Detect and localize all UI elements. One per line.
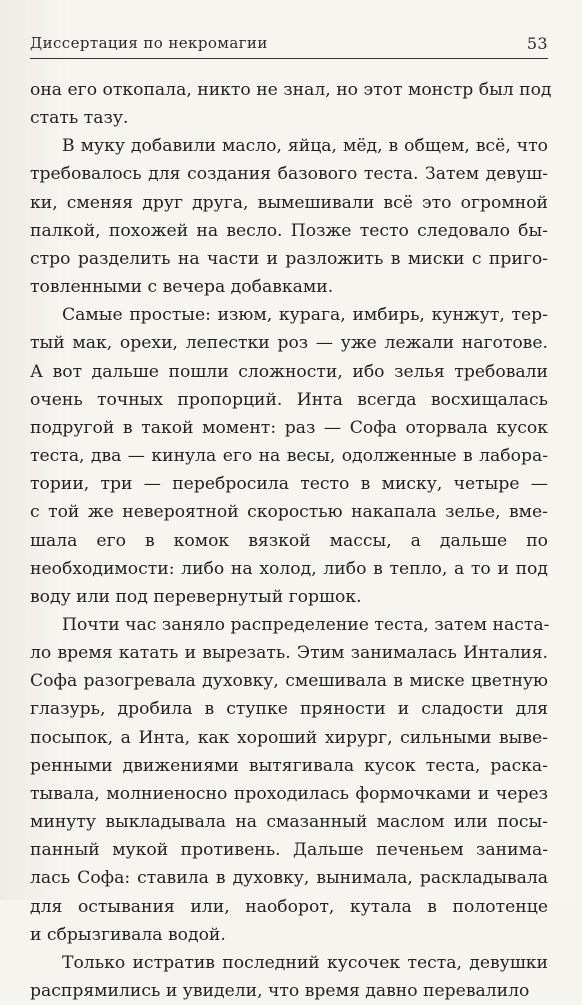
text-line: шала его в комок вязкой массы, а дальше по <box>30 530 548 551</box>
text-line: очень точных пропорций. Инта всегда восхищалась <box>30 389 548 410</box>
text-line: стать тазу. <box>30 108 129 129</box>
text-line: необходимости: либо на холод, либо в тепло, а то и под <box>30 558 548 579</box>
text-line: лась Софа: ставила в духовку, вынимала, раскладывала <box>30 868 548 889</box>
text-line: товленными с вечера добавками. <box>30 277 334 298</box>
text-line: минуту выкладывала на смазанный маслом или посы- <box>30 812 548 833</box>
text-line: Самые простые: изюм, курага, имбирь, кунжут, тер- <box>62 305 548 326</box>
text-line: и сбрызгивала водой. <box>30 924 226 945</box>
text-line: с той же невероятной скоростью накапала зелье, вме- <box>30 502 548 523</box>
page-number: 53 <box>526 34 548 53</box>
text-line: требовалось для создания базового теста. Затем девуш- <box>30 164 548 185</box>
text-line: ки, сменяя друг друга, вымешивали всё это огромной <box>30 192 548 213</box>
body-text <box>30 76 552 1005</box>
text-line: Софа разогревала духовку, смешивала в миске цветную <box>30 671 548 692</box>
text-line: Почти час заняло распределение теста, затем наста- <box>62 614 550 635</box>
text-line: палкой, похожей на весло. Позже тесто следовало бы- <box>30 220 548 241</box>
paragraph <box>30 611 548 949</box>
paragraph <box>30 301 548 611</box>
text-line: ло время катать и вырезать. Этим занималась Инталия. <box>30 643 548 664</box>
text-line: тории, три — перебросила тесто в миску, четыре — <box>30 474 548 495</box>
book-title: Диссертация по некромагии <box>30 34 268 52</box>
text-line: тый мак, орехи, лепестки роз — уже лежали наготове. <box>30 333 548 354</box>
text-line: тывала, молниеносно проходилась формочками и через <box>30 783 548 804</box>
text-line: стро разделить на части и разложить в миски с приго- <box>30 248 548 269</box>
text-line: Только истратив последний кусочек теста, девушки <box>62 952 548 973</box>
text-line: А вот дальше пошли сложности, ибо зелья требовали <box>30 361 548 382</box>
paragraph <box>30 76 552 132</box>
paragraph <box>30 132 548 301</box>
text-line: воду или под перевернутый горшок. <box>30 586 362 607</box>
text-line: она его откопала, никто не знал, но этот монстр был под <box>30 80 552 100</box>
header-rule <box>30 58 548 59</box>
text-line: для остывания или, наоборот, кутала в полотенце <box>30 896 548 917</box>
paragraph <box>30 949 548 1005</box>
text-line: подругой в такой момент: раз — Софа оторвала кусок <box>30 417 548 438</box>
text-line: посыпок, а Инта, как хороший хирург, сильными выве- <box>30 727 548 748</box>
running-head <box>30 34 548 58</box>
text-line: ренными движениями вытягивала кусок теста, раска- <box>30 755 548 776</box>
text-line: В муку добавили масло, яйца, мёд, в общем, всё, что <box>62 136 548 157</box>
text-line: панный мукой противень. Дальше печеньем занима- <box>30 840 548 861</box>
text-line: теста, два — кинула его на весы, одолженные в лабора- <box>30 446 548 467</box>
text-line: распрямились и увидели, что время давно перевалило <box>30 981 530 1001</box>
text-line: глазурь, дробила в ступке пряности и сладости для <box>30 699 548 720</box>
